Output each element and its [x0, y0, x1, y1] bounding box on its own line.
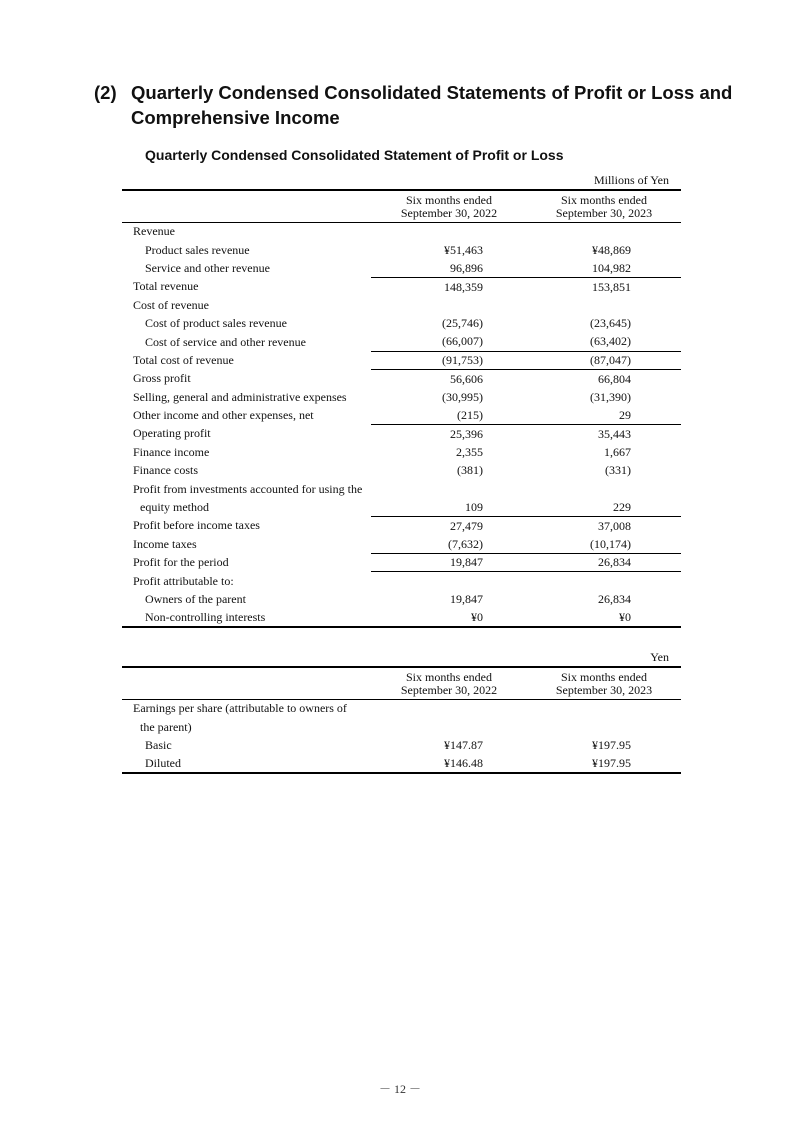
value-2023 — [527, 700, 681, 718]
table-row — [122, 370, 681, 388]
earnings-per-share-table — [122, 666, 681, 774]
column-header-2022: Six months ended September 30, 2022 — [400, 192, 498, 220]
value-2023: ¥197.95 — [527, 755, 681, 773]
value-2023: (31,390) — [590, 389, 631, 404]
column-header-2023: Six months ended September 30, 2023 — [555, 669, 653, 697]
value-2023 — [527, 296, 681, 314]
value-2023 — [527, 572, 681, 590]
table-row — [122, 535, 681, 553]
value-2022: (30,995) — [442, 389, 483, 404]
value-2022: (66,007) — [371, 333, 527, 351]
table-row — [122, 590, 681, 608]
value-2023: 26,834 — [598, 592, 631, 606]
table-row — [122, 333, 681, 351]
value-2022: (7,632) — [371, 535, 527, 553]
value-2023: 1,667 — [604, 444, 631, 459]
pl-unit-label: Millions of Yen — [593, 173, 669, 187]
value-2022 — [371, 480, 527, 498]
table-row — [122, 609, 681, 627]
row-label: the parent) — [140, 719, 192, 734]
table-row — [122, 700, 681, 718]
row-label: Cost of revenue — [133, 297, 209, 312]
table-row — [122, 572, 681, 590]
value-2022: 19,847 — [450, 592, 483, 606]
value-2023: ¥197.95 — [592, 737, 631, 752]
row-label: equity method — [140, 500, 209, 515]
row-label: Total revenue — [133, 279, 199, 294]
value-2023: 229 — [527, 498, 681, 516]
label-header — [122, 667, 371, 700]
row-label: Finance costs — [133, 463, 198, 478]
value-2023: ¥0 — [527, 609, 681, 627]
row-label: Finance income — [133, 444, 210, 459]
table-header-row — [122, 667, 681, 700]
value-2022: 27,479 — [450, 518, 483, 533]
value-2022: (381) — [457, 463, 483, 478]
row-label: Non-controlling interests — [122, 609, 371, 627]
row-label: Cost of product sales revenue — [145, 316, 287, 331]
table-row — [122, 296, 681, 314]
row-label: Operating profit — [133, 426, 211, 441]
value-2022: (91,753) — [371, 351, 527, 369]
table-row — [122, 755, 681, 773]
row-label: Selling, general and administrative expenses — [133, 389, 347, 404]
value-2023: 26,834 — [527, 554, 681, 572]
row-label: Owners of the parent — [145, 592, 246, 606]
value-2022: 25,396 — [450, 426, 483, 441]
table-row — [122, 223, 681, 241]
row-label: Gross profit — [133, 371, 191, 386]
table-row — [122, 443, 681, 461]
value-2022: 2,355 — [456, 444, 483, 459]
section-heading — [94, 80, 754, 130]
profit-loss-table — [122, 189, 681, 628]
value-2023: 66,804 — [598, 371, 631, 386]
table-row — [122, 259, 681, 277]
eps-unit-label: Yen — [650, 650, 669, 664]
value-2023: 104,982 — [527, 259, 681, 277]
value-2022: ¥147.87 — [444, 737, 483, 752]
value-2022: ¥0 — [371, 609, 527, 627]
value-2023: (63,402) — [527, 333, 681, 351]
value-2022 — [371, 718, 527, 736]
row-label: Diluted — [122, 755, 371, 773]
value-2022: 148,359 — [444, 279, 483, 294]
row-label: Product sales revenue — [145, 242, 250, 257]
row-label: Other income and other expenses, net — [133, 408, 314, 423]
row-label: Profit before income taxes — [133, 518, 260, 533]
row-label: Income taxes — [133, 536, 197, 551]
page-number: － 12 － — [378, 1082, 421, 1096]
label-header — [122, 190, 371, 223]
table-row — [122, 718, 681, 736]
value-2022: 96,896 — [371, 259, 527, 277]
table-row — [122, 388, 681, 406]
value-2022: ¥146.48 — [371, 755, 527, 773]
row-label: Profit from investments accounted for using the — [133, 481, 363, 496]
column-header-2022: Six months ended September 30, 2022 — [400, 669, 498, 697]
table-row — [122, 554, 681, 572]
value-2022: 19,847 — [371, 554, 527, 572]
row-label: Cost of service and other revenue — [145, 334, 306, 349]
table-row — [122, 278, 681, 296]
row-label: Basic — [145, 737, 172, 752]
row-label: Earnings per share (attributable to owners of — [133, 701, 347, 716]
row-label: Profit for the period — [133, 555, 229, 570]
value-2023 — [527, 480, 681, 498]
value-2023: 29 — [527, 406, 681, 424]
value-2022 — [371, 223, 527, 241]
value-2023: (23,645) — [590, 316, 631, 331]
row-label: Revenue — [133, 224, 175, 239]
section-number: (2) — [94, 82, 117, 103]
column-header-2023: Six months ended September 30, 2023 — [555, 192, 653, 220]
row-label: Total cost of revenue — [133, 352, 234, 367]
value-2022: ¥51,463 — [444, 242, 483, 257]
table-row — [122, 736, 681, 754]
table-row — [122, 462, 681, 480]
value-2022: (25,746) — [442, 316, 483, 331]
table-row — [122, 498, 681, 516]
value-2023: (331) — [605, 463, 631, 478]
value-2023 — [527, 223, 681, 241]
statement-title: Quarterly Condensed Consolidated Statement of Profit or Loss — [145, 147, 564, 163]
value-2022: (215) — [371, 406, 527, 424]
table-row — [122, 314, 681, 332]
value-2023: ¥48,869 — [592, 242, 631, 257]
table-row — [122, 351, 681, 369]
value-2022 — [371, 700, 527, 718]
table-header-row — [122, 190, 681, 223]
value-2023: (87,047) — [527, 351, 681, 369]
value-2022 — [371, 572, 527, 590]
table-row — [122, 517, 681, 535]
row-label: Service and other revenue — [145, 260, 270, 275]
value-2023: 37,008 — [598, 518, 631, 533]
row-label: Profit attributable to: — [133, 573, 234, 588]
section-title: Quarterly Condensed Consolidated Statements of Profit or Loss and Comprehensive Income — [131, 82, 733, 128]
table-row — [122, 406, 681, 424]
table-row — [122, 425, 681, 443]
table-row — [122, 241, 681, 259]
table-row — [122, 480, 681, 498]
value-2022 — [371, 296, 527, 314]
value-2022: 109 — [371, 498, 527, 516]
value-2023: 35,443 — [598, 426, 631, 441]
value-2023 — [527, 718, 681, 736]
value-2023: 153,851 — [592, 279, 631, 294]
value-2023: (10,174) — [527, 535, 681, 553]
value-2022: 56,606 — [450, 371, 483, 386]
